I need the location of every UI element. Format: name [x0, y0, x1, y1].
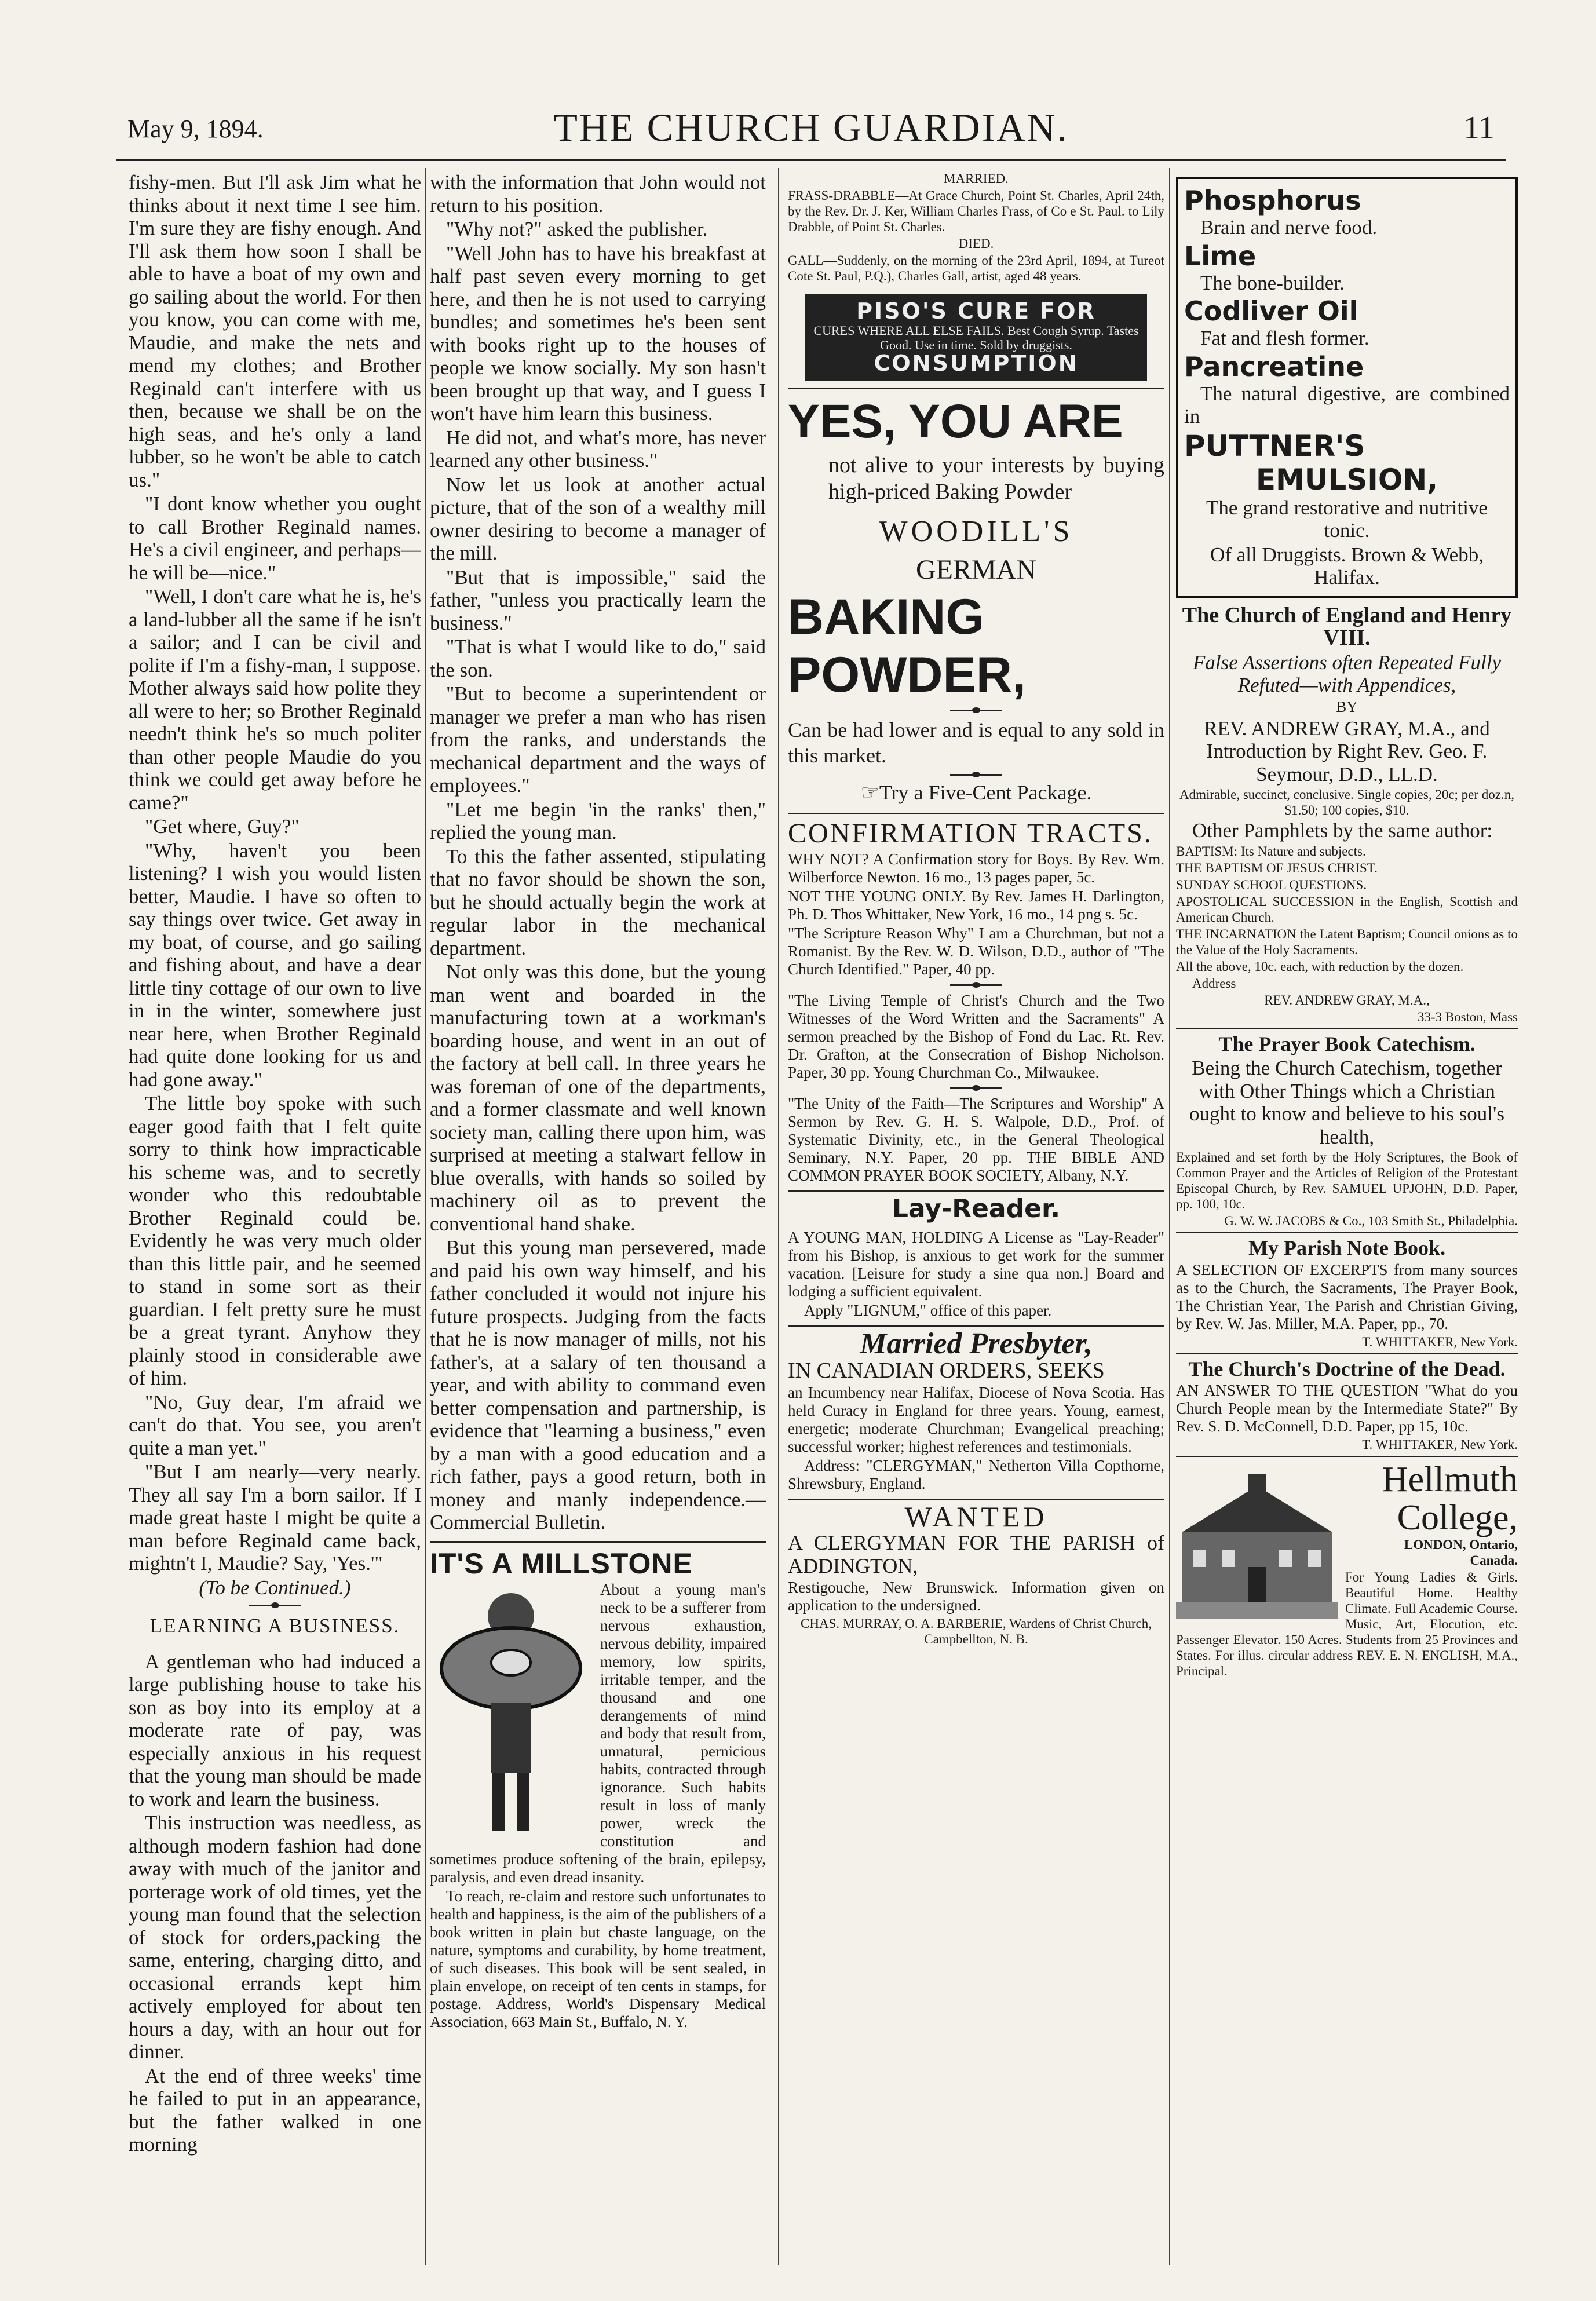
column-4 — [1176, 171, 1518, 2262]
article-paragraph: This instruction was needless, as although modern fashion had done away with much of the janitor and porterage work of old times, yet the young man found that the selection of stock for orders,packing the same, entering, charging ditto, and occasional errands kept him actively employed for about ten hours a day, with an hour out for dinner. — [129, 1811, 421, 2063]
lay-reader-apply: Apply "LIGNUM," office of this paper. — [804, 1301, 1052, 1319]
separator-rule — [950, 710, 1002, 711]
story-paragraph: "Get where, Guy?" — [145, 815, 300, 838]
millstone-text: About a young man's neck to be a sufferer from nervous exhaustion, nervous debility, impaired memory, low spirits, irritable temper, and the thousand and one derangements of mind and body that result from, unnatural, pernicious habits, contracted through ignorance. Such habits result in loss of manly power, wreck the constitution and sometimes produce softening of the brain, epilepsy, paralysis, and even dread insanity. — [430, 1580, 766, 1886]
prayer-book-details: Explained and set forth by the Holy Scriptures, the Book of Common Prayer and the Articles of Religion of the Protestant Episcopal Church, by Rev. SAMUEL UPJOHN, D.D. Paper, pp. 100, 10c. — [1176, 1150, 1518, 1211]
phosphorus-heading: Phosphorus — [1184, 185, 1361, 216]
article-paragraph: To this the father assented, stipulating that no favor should be shown the son, but he should actually begin the work at regular labor in the mechanical department. — [430, 845, 766, 959]
ad-divider — [788, 1190, 1164, 1192]
issue-date: May 9, 1894. — [127, 115, 264, 143]
tract-item: "The Living Temple of Christ's Church and the Two Witnesses of the Word Written and the Sacraments" A sermon preached by the Bishop of Fond du Lac. Rt. Rev. Dr. Grafton, at the Consecration of Bishop Nicholson. Paper, 30 pp. Young Churchman Co., Milwaukee. — [788, 992, 1164, 1081]
presbyter-heading: IN CANADIAN ORDERS, SEEKS — [788, 1358, 1105, 1383]
puttners-heading: PUTTNER'S — [1184, 429, 1365, 463]
separator-rule — [249, 1605, 301, 1606]
page-number: 11 — [1463, 110, 1495, 146]
baking-powder-heading: BAKING POWDER, — [788, 589, 1026, 703]
doctrine-dead-heading: The Church's Doctrine of the Dead. — [1188, 1357, 1506, 1380]
page-header — [116, 101, 1506, 161]
prayer-book-publisher: G. W. W. JACOBS & Co., 103 Smith St., Philadelphia. — [1224, 1214, 1518, 1228]
woodills-name: WOODILL'S — [879, 515, 1073, 548]
piso-consumption: CONSUMPTION — [874, 350, 1079, 376]
ad-divider — [1176, 1028, 1518, 1029]
college-building-icon — [1176, 1463, 1338, 1619]
church-england-price: Admirable, succinct, conclusive. Single copies, 20c; per doz.n, $1.50; 100 copies, $10. — [1179, 787, 1515, 817]
ad-divider — [788, 813, 1164, 814]
column-rule — [1169, 168, 1170, 2265]
pamphlet-item: BAPTISM: Its Nature and subjects. — [1176, 843, 1366, 859]
doctrine-dead-publisher: T. WHITTAKER, New York. — [1362, 1437, 1518, 1452]
address-city: 33-3 Boston, Mass — [1417, 1009, 1518, 1024]
wanted-title: A CLERGYMAN FOR THE PARISH of ADDINGTON, — [788, 1531, 1164, 1577]
story-paragraph: fishy-men. But I'll ask Jim what he thinks about it next time I see him. I'm sure they are fishy enough. And I'll ask them how soon I shall be able to have a boat of my own and go sailing about the world. For then you know, you can come with me, Maudie, and make the nets and mend my clothes; and Brother Reginald can't interfere with us then, because we shall be on the high seas, and he's only a land lubber, so he won't be able to catch us." — [129, 171, 421, 491]
wanted-text: Restigouche, New Brunswick. Information given on application to the undersigned. — [788, 1579, 1164, 1614]
codliver-text: Fat and flesh former. — [1200, 327, 1369, 349]
newspaper-title: THE CHURCH GUARDIAN. — [553, 105, 1069, 149]
piso-text: CURES WHERE ALL ELSE FAILS. Best Cough Syrup. Tastes Good. Use in time. Sold by druggists. — [813, 323, 1139, 352]
column-2 — [430, 171, 766, 2262]
wanted-heading: WANTED — [904, 1500, 1048, 1533]
article-paragraph: A gentleman who had induced a large publishing house to take his son as boy into its employ at a moderate rate of pay, was especially anxious in his request that the young man should be made to work and learn the business. — [129, 1650, 421, 1810]
piso-headline: PISO'S CURE FOR — [856, 298, 1096, 324]
tract-item: NOT THE YOUNG ONLY. By Rev. James H. Darlington, Ph. D. Thos Whittaker, New York, 16 mo., 14 png s. 5c. — [788, 887, 1164, 923]
college-details: For Young Ladies & Girls. Beautiful Home. Healthy Climate. Full Academic Course. Music, Art, Elocution, etc. Passenger Elevator. 150 Acres. Students from 25 Provinces and States. For illus. circular address REV. E. N. ENGLISH, M.A., Principal. — [1176, 1570, 1518, 1678]
address-name: REV. ANDREW GRAY, M.A., — [1264, 992, 1430, 1007]
ad-divider — [430, 1541, 766, 1543]
column-rule — [425, 168, 426, 2265]
pamphlet-item: THE INCARNATION the Latent Baptism; Council onions as to the Value of the Holy Sacraments. — [1176, 926, 1518, 957]
other-pamphlets: Other Pamphlets by the same author: — [1192, 819, 1493, 842]
millstone-ad — [430, 1546, 766, 2031]
separator-rule — [950, 1087, 1002, 1089]
tract-item: WHY NOT? A Confirmation story for Boys. By Rev. Wm. Wilberforce Newton. 16 mo., 13 pages paper, 5c. — [788, 850, 1164, 886]
tract-item: "The Scripture Reason Why" I am a Churchman, but not a Romanist. By the Rev. W. D. Wilson, D.D., author of "The Church Identified." Paper, 40 pp. — [788, 925, 1164, 978]
lay-reader-heading: Lay-Reader. — [892, 1194, 1061, 1223]
story-paragraph: "No, Guy dear, I'm afraid we can't do that. You see, you aren't quite a man yet." — [129, 1390, 421, 1459]
parish-note-book-heading: My Parish Note Book. — [1248, 1236, 1445, 1259]
ad-divider — [788, 1499, 1164, 1500]
pamphlet-item: SUNDAY SCHOOL QUESTIONS. — [1176, 877, 1367, 892]
german-label: GERMAN — [915, 554, 1036, 585]
continued-note: (To be Continued.) — [199, 1576, 351, 1599]
ad-divider — [1176, 1232, 1518, 1233]
pamphlet-item: THE BAPTISM OF JESUS CHRIST. — [1176, 860, 1378, 875]
column-3 — [788, 171, 1164, 2262]
college-location: LONDON, Ontario, Canada. — [1404, 1537, 1518, 1568]
codliver-oil-heading: Codliver Oil — [1184, 295, 1358, 327]
married-presbyter-heading: Married Presbyter, — [860, 1327, 1093, 1360]
doctrine-dead-text: AN ANSWER TO THE QUESTION "What do you Church People mean by the Intermediate State?" By Rev. S. D. McConnell, D.D. Paper, pp 15, 10c. — [1176, 1382, 1518, 1435]
prayer-book-catechism-heading: The Prayer Book Catechism. — [1218, 1032, 1476, 1055]
church-england-heading: The Church of England and Henry VIII. — [1182, 602, 1512, 650]
article-paragraph: "That is what I would like to do," said the son. — [430, 635, 766, 681]
confirmation-tracts-heading: CONFIRMATION TRACTS. — [788, 817, 1153, 849]
parish-note-text: A SELECTION OF EXCERPTS from many sources as to the Church, the Sacraments, The Prayer Book, The Christian Year, The Parish and Christian Giving, by Rev. W. Jas. Miller, M.A. Paper, pp., 70. — [1176, 1261, 1518, 1332]
article-paragraph: "But that is impossible," said the father, "unless you practically learn the business." — [430, 565, 766, 634]
ad-divider — [1176, 1456, 1518, 1457]
article-paragraph: Not only was this done, but the young man went and boarded in the manufacturing town at a workman's boarding house, and went in an out of the factory at bell call. In three years he was foreman of one of the departments, and a former classmate and well known society man, calling there upon him, was surprised at meeting a stalwart fellow in blue overalls, with hands so soiled by machinery oil as to prevent the conventional hand shake. — [430, 960, 766, 1235]
pamphlet-item: APOSTOLICAL SUCCESSION in the English, Scottish and American Church. — [1176, 894, 1518, 925]
column-1 — [129, 171, 421, 2262]
presbyter-address: Address: "CLERGYMAN," Netherton Villa Copthorne, Shrewsbury, England. — [788, 1456, 1164, 1492]
church-england-author: REV. ANDREW GRAY, M.A., and Introduction by Right Rev. Geo. F. Seymour, D.D., LL.D. — [1204, 717, 1490, 786]
pancreatine-text: The natural digestive, are combined in — [1184, 382, 1510, 428]
lime-heading: Lime — [1184, 240, 1257, 272]
hellmuth-name: Hellmuth — [1382, 1460, 1518, 1499]
druggists-note: Of all Druggists. Brown & Webb, Halifax. — [1210, 543, 1484, 589]
article-paragraph: But this young man persevered, made and paid his own way himself, and his father concluded it would not injure his future prospects. Judging from the facts that he is now manager of mills, not his father's, at a salary of ten thousand a year, and with ability to command even better compensation and partnership, is evidence that "learning a business," even by a man with a good education and a rich father, pays a good return, both in money and manly independence.—Commercial Bulletin. — [430, 1236, 766, 1533]
ad-divider — [788, 1325, 1164, 1327]
article-paragraph: "Why not?" asked the publisher. — [446, 218, 708, 240]
millstone-illustration-icon — [430, 1584, 592, 1839]
millstone-title: IT'S A MILLSTONE — [430, 1547, 693, 1580]
ad-divider — [1176, 1353, 1518, 1354]
article-paragraph: "Let me begin 'in the ranks' then," replied the young man. — [430, 798, 766, 843]
married-notice: FRASS-DRABBLE—At Grace Church, Point St. Charles, April 24th, by the Rev. Dr. J. Ker, William Charles Frass, of Co e St. Paul. to Lily Drabble, of Point St. Charles. — [788, 188, 1164, 234]
story-paragraph: "Why, haven't you been listening? I wish you would listen better, Maudie. I have so often to say things over twice. Get away in my boat, of course, and go sailing and fishing about, and have a dear little tiny cottage of our own to live in in the winter, somewhere just near here, when Brother Reginald had quite done looking for us and had gone away." — [129, 839, 421, 1091]
lay-reader-text: A YOUNG MAN, HOLDING A License as "Lay-Reader" from his Bishop, is anxious to get work for the summer vacation. [Leisure for study a sine qua non.] Board and lodging a sufficient equivalent. — [788, 1228, 1164, 1300]
address-label: Address — [1192, 976, 1236, 991]
yes-text: not alive to your interests by buying high-priced Baking Powder — [828, 453, 1164, 504]
church-england-subtitle: False Assertions often Repeated Fully Refuted—with Appendices, — [1192, 651, 1502, 696]
column-rule — [778, 168, 779, 2265]
lime-text: The bone-builder. — [1200, 271, 1345, 294]
article-paragraph: At the end of three weeks' time he failed to put in an appearance, but the father walked in one morning — [129, 2064, 421, 2156]
baking-text: Can be had lower and is equal to any sold in this market. — [788, 718, 1164, 767]
parish-note-publisher: T. WHITTAKER, New York. — [1362, 1334, 1518, 1349]
pancreatine-heading: Pancreatine — [1184, 350, 1364, 382]
emulsion-heading: EMULSION, — [1255, 462, 1438, 496]
article-paragraph: Now let us look at another actual picture, that of the son of a wealthy mill owner desiring to become a manager of the mill. — [430, 473, 766, 564]
article-paragraph: He did not, and what's more, has never learned any other business." — [430, 426, 766, 472]
by-label: BY — [1336, 697, 1358, 715]
ad-divider — [788, 388, 1164, 389]
presbyter-text: an Incumbency near Halifax, Diocese of Nova Scotia. Has held Curacy in England for three years. Young, earnest, energetic; moderate Churchman; Evangelical preaching; successful worker; highest references and testimonials. — [788, 1383, 1164, 1455]
separator-rule — [950, 774, 1002, 776]
tract-item: "The Unity of the Faith—The Scriptures and Worship" A Sermon by Rev. G. H. S. Walpole, D.D., Prof. of Systematic Divinity, etc., in the General Theological Seminary, N.Y. Paper, 20 pp. THE BIBLE AND COMMON PRAYER BOOK SOCIETY, Albany, N.Y. — [788, 1095, 1164, 1184]
pamphlet-item: All the above, 10c. each, with reduction by the dozen. — [1176, 959, 1464, 974]
five-cent-package: ☞Try a Five-Cent Package. — [860, 781, 1092, 804]
died-notice: GALL—Suddenly, on the morning of the 23rd April, 1894, at Tureot Cote St. Paul, P.Q.), Charles Gall, artist, aged 48 years. — [788, 253, 1164, 283]
story-paragraph: The little boy spoke with such eager good faith that I felt quite sorry to think how impracticable his scheme was, and to secretly wonder who this redoubtable Brother Reginald could be. Evidently he was very much older than this little pair, and he seemed to stand in some sort as their guardian. I felt pretty sure he must be a great tyrant. Anyhow they plainly stood in considerable awe of him. — [129, 1092, 421, 1389]
college-name: College, — [1397, 1498, 1518, 1537]
article-paragraph: "But to become a superintendent or manager we prefer a man who has risen from the ranks, and understands the mechanical department and the ways of employees." — [430, 682, 766, 797]
wanted-signature: CHAS. MURRAY, O. A. BARBERIE, Wardens of Christ Church, Campbellton, N. B. — [801, 1616, 1152, 1646]
millstone-text-2: To reach, re-claim and restore such unfortunates to health and happiness, is the aim of the publishers of a book written in plain but chaste language, on the nature, symptoms and curability, by home treatment, of such diseases. This book will be sent sealed, in plain envelope, on receipt of ten cents in stamps, for postage. Address, World's Dispensary Medical Association, 663 Main St., Buffalo, N. Y. — [430, 1887, 766, 2030]
hellmuth-college-ad — [1176, 1460, 1518, 1679]
yes-you-are-heading: YES, YOU ARE — [788, 395, 1123, 448]
piso-cure-ad — [805, 294, 1147, 381]
emulsion-text: The grand restorative and nutritive tonic. — [1206, 496, 1488, 542]
died-heading: DIED. — [958, 236, 994, 251]
article-title: LEARNING A BUSINESS. — [149, 1615, 400, 1637]
story-paragraph: "Well, I don't care what he is, he's a land-lubber all the same if he isn't a sailor; and I can be civil and polite if I'm a fishy-man, I suppose. Mother always said how polite they all were to her; so Brother Reginald needn't think he's so much politer than other people Maudie do you think we could get away before he came?" — [129, 585, 421, 814]
phosphorus-text: Brain and nerve food. — [1200, 216, 1378, 239]
story-paragraph: "But I am nearly—very nearly. They all say I'm a born sailor. If I made great haste I might be quite a man before Reginald came back, mightn't I, Maudie? Say, 'Yes.'" — [129, 1460, 421, 1575]
puttners-emulsion-ad — [1176, 177, 1518, 598]
married-heading: MARRIED. — [944, 171, 1009, 186]
story-paragraph: "I dont know whether you ought to call Brother Reginald names. He's a civil engineer, and perhaps—he will be—nice." — [129, 492, 421, 584]
prayer-book-text: Being the Church Catechism, together with Other Things which a Christian ought to know and believe to his soul's health, — [1189, 1057, 1504, 1148]
separator-rule — [950, 984, 1002, 986]
article-paragraph: "Well John has to have his breakfast at half past seven every morning to get here, and then he is not used to carrying bundles; and sometimes he's been sent with books right up to the houses of people we know socially. My son hasn't been brought up that way, and I guess I won't have him learn this business. — [430, 242, 766, 425]
article-paragraph: with the information that John would not return to his position. — [430, 171, 766, 217]
